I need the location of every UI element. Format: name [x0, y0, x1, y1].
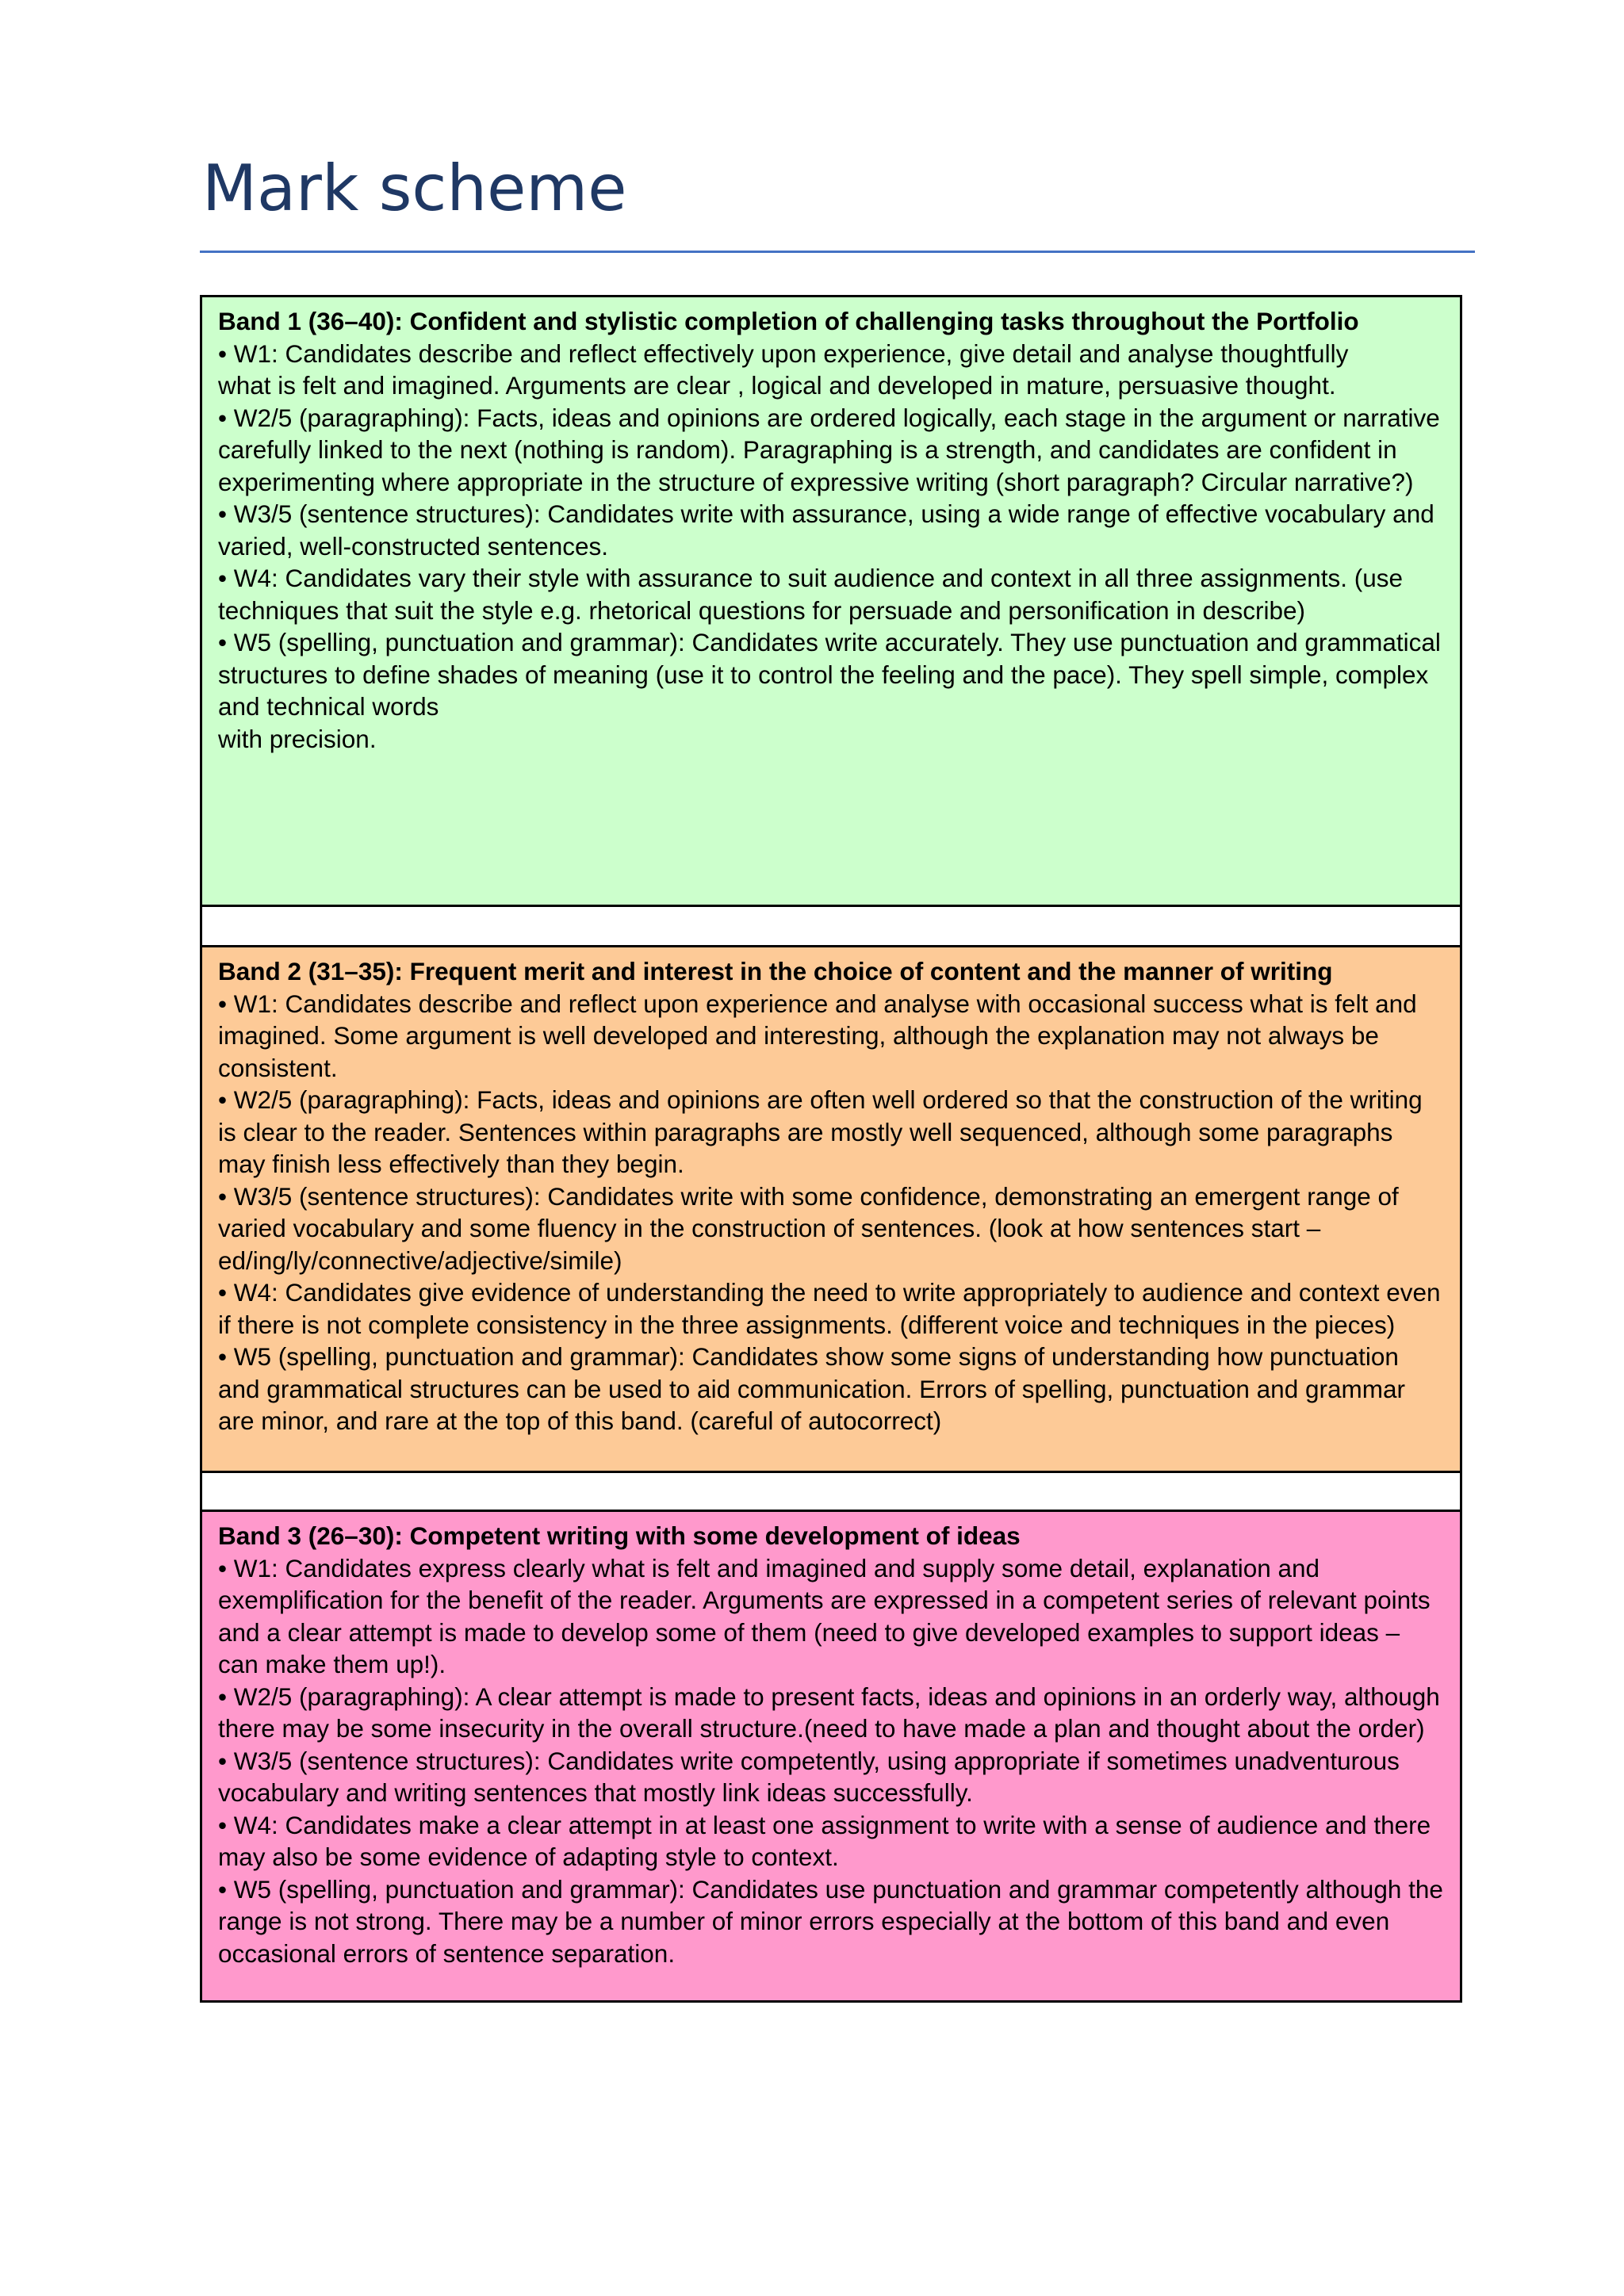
band-3-heading: Band 3 (26–30): Competent writing with some development of ideas	[218, 1521, 1021, 1550]
band-1-w2-part2: experimenting where appropriate in the structure of expressive writing (short paragraph? Circular narrative?)	[218, 467, 1414, 496]
band-3-w1: • W1: Candidates express clearly what is felt and imagined and supply some detail, explanation and exemplification for the benefit of the reader. Arguments are expressed in a competent series of relevant points and a clear attempt is made to develop some of them (need to give developed examples to support ideas – can make them up!).	[218, 1553, 1431, 1678]
band-2-w4: • W4: Candidates give evidence of understanding the need to write appropriately to audience and context even if there is not complete consistency in the three assignments. (different voice and techniques in the pieces)	[218, 1278, 1441, 1339]
band-2-w3: • W3/5 (sentence structures): Candidates write with some confidence, demonstrating an emergent range of varied vocabulary and some fluency in the construction of sentences. (look at how sentences start – ed/ing/ly/connective/adjective/simile)	[218, 1181, 1399, 1275]
band-2-box	[200, 945, 1462, 1473]
band-spacer-2	[200, 1473, 1462, 1510]
band-3-w3: • W3/5 (sentence structures): Candidates write competently, using appropriate if sometimes unadventurous vocabulary and writing sentences that mostly link ideas successfully.	[218, 1746, 1400, 1807]
band-1-w1-part1: • W1: Candidates describe and reflect effectively upon experience, give detail and analyse thoughtfully	[218, 339, 1349, 368]
band-3-w5: • W5 (spelling, punctuation and grammar): Candidates use punctuation and grammar competently although the range is not strong. There may be a number of minor errors especially at the bottom of this band and even occasional errors of sentence separation.	[218, 1874, 1443, 1968]
band-3-w4: • W4: Candidates make a clear attempt in at least one assignment to write with a sense of audience and there may also be some evidence of adapting style to context.	[218, 1810, 1431, 1871]
band-1-w5-part1: • W5 (spelling, punctuation and grammar): Candidates write accurately. They use punctuation and grammatical structures to define shades of meaning (use it to control the feeling and the pace). They spell simple, complex and technical words	[218, 628, 1441, 721]
band-2-heading: Band 2 (31–35): Frequent merit and interest in the choice of content and the manner of writing	[218, 957, 1333, 985]
band-3-w2: • W2/5 (paragraphing): A clear attempt is made to present facts, ideas and opinions in an orderly way, although there may be some insecurity in the overall structure.(need to have made a plan and thought about the order)	[218, 1682, 1440, 1743]
band-3-box	[200, 1510, 1462, 2003]
band-2-w2: • W2/5 (paragraphing): Facts, ideas and opinions are often well ordered so that the construction of the writing is clear to the reader. Sentences within paragraphs are mostly well sequenced, although some paragraphs may finish less effectively than they begin.	[218, 1085, 1423, 1178]
band-1-box	[200, 295, 1462, 907]
band-1-w4: • W4: Candidates vary their style with assurance to suit audience and context in all three assignments. (use techniques that suit the style e.g. rhetorical questions for persuade and personification in describe)	[218, 564, 1404, 625]
title-divider	[200, 251, 1475, 253]
band-spacer-1	[200, 907, 1462, 945]
band-1-w5-part2: with precision.	[218, 724, 377, 753]
band-1-w2-part1: • W2/5 (paragraphing): Facts, ideas and opinions are ordered logically, each stage in the argument or narrative carefully linked to the next (nothing is random). Paragraphing is a strength, and candidates are confident in	[218, 403, 1440, 464]
band-1-w1-part2: what is felt and imagined. Arguments are clear , logical and developed in mature, persuasive thought.	[218, 371, 1336, 400]
page-title: Mark scheme	[202, 151, 627, 225]
band-1-heading: Band 1 (36–40): Confident and stylistic completion of challenging tasks throughout the Portfolio	[218, 307, 1359, 335]
band-2-w5: • W5 (spelling, punctuation and grammar): Candidates show some signs of understanding how punctuation and grammatical structures can be used to aid communication. Errors of spelling, punctuation and grammar are minor, and rare at the top of this band. (careful of autocorrect)	[218, 1342, 1405, 1435]
band-1-w3: • W3/5 (sentence structures): Candidates write with assurance, using a wide range of effective vocabulary and varied, well-constructed sentences.	[218, 499, 1434, 561]
band-2-w1: • W1: Candidates describe and reflect upon experience and analyse with occasional success what is felt and imagined. Some argument is well developed and interesting, although the explanation may not always be consistent.	[218, 989, 1417, 1082]
